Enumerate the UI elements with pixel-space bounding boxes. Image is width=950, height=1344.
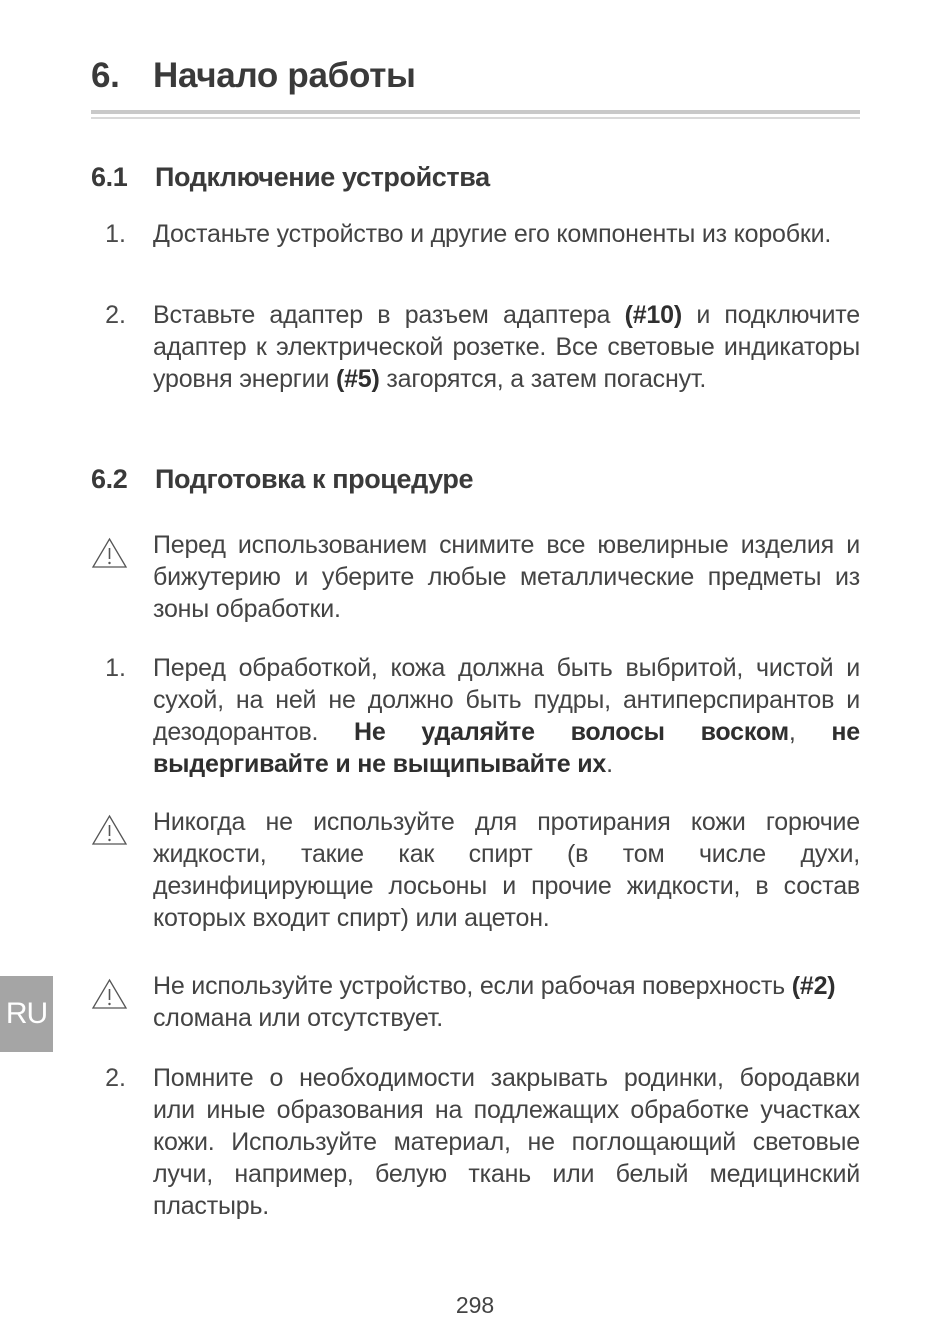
list-item-text: Вставьте адаптер в разъем адаптера (#10) и подключите адаптер к электрической розетке. Все световые индикаторы уровня энергии (#5) загорятся, а затем погаснут.: [153, 301, 860, 393]
page-title: [91, 56, 861, 96]
list-item: [91, 218, 860, 250]
warning-note: [91, 529, 860, 625]
warning-text: Не используйте устройство, если рабочая поверхность (#2) сломана или отсутствует.: [153, 972, 836, 1032]
reference-label: (#10): [624, 301, 682, 329]
list-item: [91, 652, 860, 780]
list-item-text: Перед обработкой, кожа должна быть выбритой, чистой и сухой, на ней не должно быть пудры, антиперспирантов и дезодорантов. Не удаляйте волосы воском, не выдергивайте и не выщипывайте их.: [153, 654, 860, 778]
warning-text: Никогда не используйте для протирания кожи горючие жидкости, такие как спирт (в том числе духи, дезинфицирующие лосьоны и прочие жидкости, в состав которых входит спирт) или ацетон.: [153, 808, 860, 932]
list-item: [91, 1062, 860, 1222]
chapter-number: 6.: [91, 56, 120, 95]
list-marker: 2.: [105, 301, 126, 329]
warning-triangle-icon: [91, 978, 128, 1010]
emphasis-text: Не удаляйте волосы воском: [354, 718, 789, 746]
section-number: 6.2: [91, 464, 128, 494]
reference-label: (#2): [791, 972, 836, 1000]
list-item-text: Помните о необходимости закрывать родинки, бородавки или иные образования на подлежащих обработке участках кожи. Используйте материал, не поглощающий световые лучи, например, белую ткань или белый медицинский пластырь.: [153, 1064, 860, 1220]
list-item-text: Достаньте устройство и другие его компоненты из коробки.: [153, 220, 832, 248]
title-rule-thin: [91, 117, 860, 119]
reference-label: (#5): [335, 365, 380, 393]
emphasis-text: не выдергивайте и не выщипывайте их: [153, 718, 860, 778]
list-item: [91, 299, 860, 395]
list-marker: 1.: [105, 220, 126, 248]
warning-triangle-icon: [91, 814, 128, 846]
section-title: Подключение устройства: [155, 162, 490, 192]
language-tab: RU: [0, 976, 53, 1052]
section-title: Подготовка к процедуре: [155, 464, 474, 494]
chapter-title: Начало работы: [153, 56, 416, 95]
section-heading-6-2: [91, 464, 861, 495]
section-heading-6-1: [91, 162, 861, 193]
title-rule-thick: [91, 110, 860, 114]
warning-note: [91, 806, 860, 934]
warning-triangle-icon: [91, 537, 128, 569]
list-marker: 1.: [105, 654, 126, 682]
warning-text: Перед использованием снимите все ювелирные изделия и бижутерию и уберите любые металлические предметы из зоны обработки.: [153, 531, 860, 623]
section-number: 6.1: [91, 162, 128, 192]
list-marker: 2.: [105, 1064, 126, 1092]
page-number: 298: [455, 1292, 495, 1318]
warning-note: [91, 970, 860, 1034]
